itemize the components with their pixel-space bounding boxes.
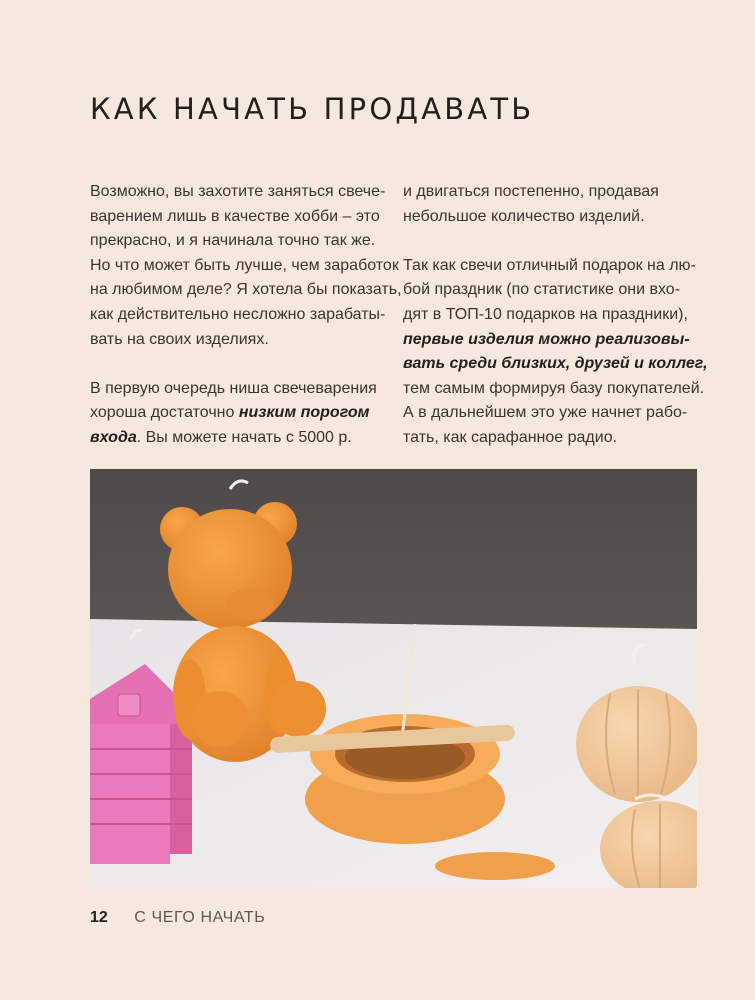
text-line: тем самым формируя базу покупателей. [403,379,705,397]
text-line: бой праздник (по статистике они вхо- [403,281,681,299]
text-line [90,426,380,451]
text-line: небольшое количество изделий. [403,207,645,225]
text-line: Но что может быть лучше, чем заработок [90,256,399,274]
text-line: В первую очередь ниша свечеварения [90,379,377,397]
candles-photo [90,469,697,888]
text-line: прекрасно, и я начинала точно так же. [90,232,376,250]
text-line: Возможно, вы захотите заняться свече- [90,183,386,200]
text-line: как действительно несложно зарабаты- [90,305,386,323]
emphasis-low-threshold: низким порогом [238,404,370,422]
flower-candle [435,852,555,880]
page-footer [90,909,265,927]
text-fragment: хороша достаточно [90,404,239,422]
text-fragment: . Вы можете начать с 5000 р. [136,428,352,446]
text-line: на любимом деле? Я хотела бы показать, [90,281,402,299]
emphasis-first-products: первые изделия можно реализовы- [403,330,690,348]
right-column [403,180,708,475]
text-line: дят в ТОП-10 подарков на праздники), [403,305,688,323]
text-line: вать на своих изделиях. [90,330,269,348]
emphasis-friends: вать среди близких, друзей и коллег, [403,355,708,373]
emphasis-entry: входа [90,428,137,446]
text-line: тать, как сарафанное радио. [403,428,618,446]
paragraph-hobby [90,180,402,352]
text-line: и двигаться постепенно, продавая [403,183,659,200]
text-line: А в дальнейшем это уже начнет рабо- [403,404,688,422]
text-line: Так как свечи отличный подарок на лю- [403,256,696,274]
text-line: варением лишь в качестве хобби – это [90,207,380,225]
section-name: С ЧЕГО НАЧАТЬ [134,909,266,926]
left-column [90,180,402,475]
paragraph-gifts [403,254,708,451]
paragraph-niche [90,377,380,451]
paragraph-gradual [403,180,703,229]
page-number: 12 [90,909,108,926]
page-title: КАК НАЧАТЬ ПРОДАВАТЬ [90,92,535,126]
text-line [90,401,380,426]
